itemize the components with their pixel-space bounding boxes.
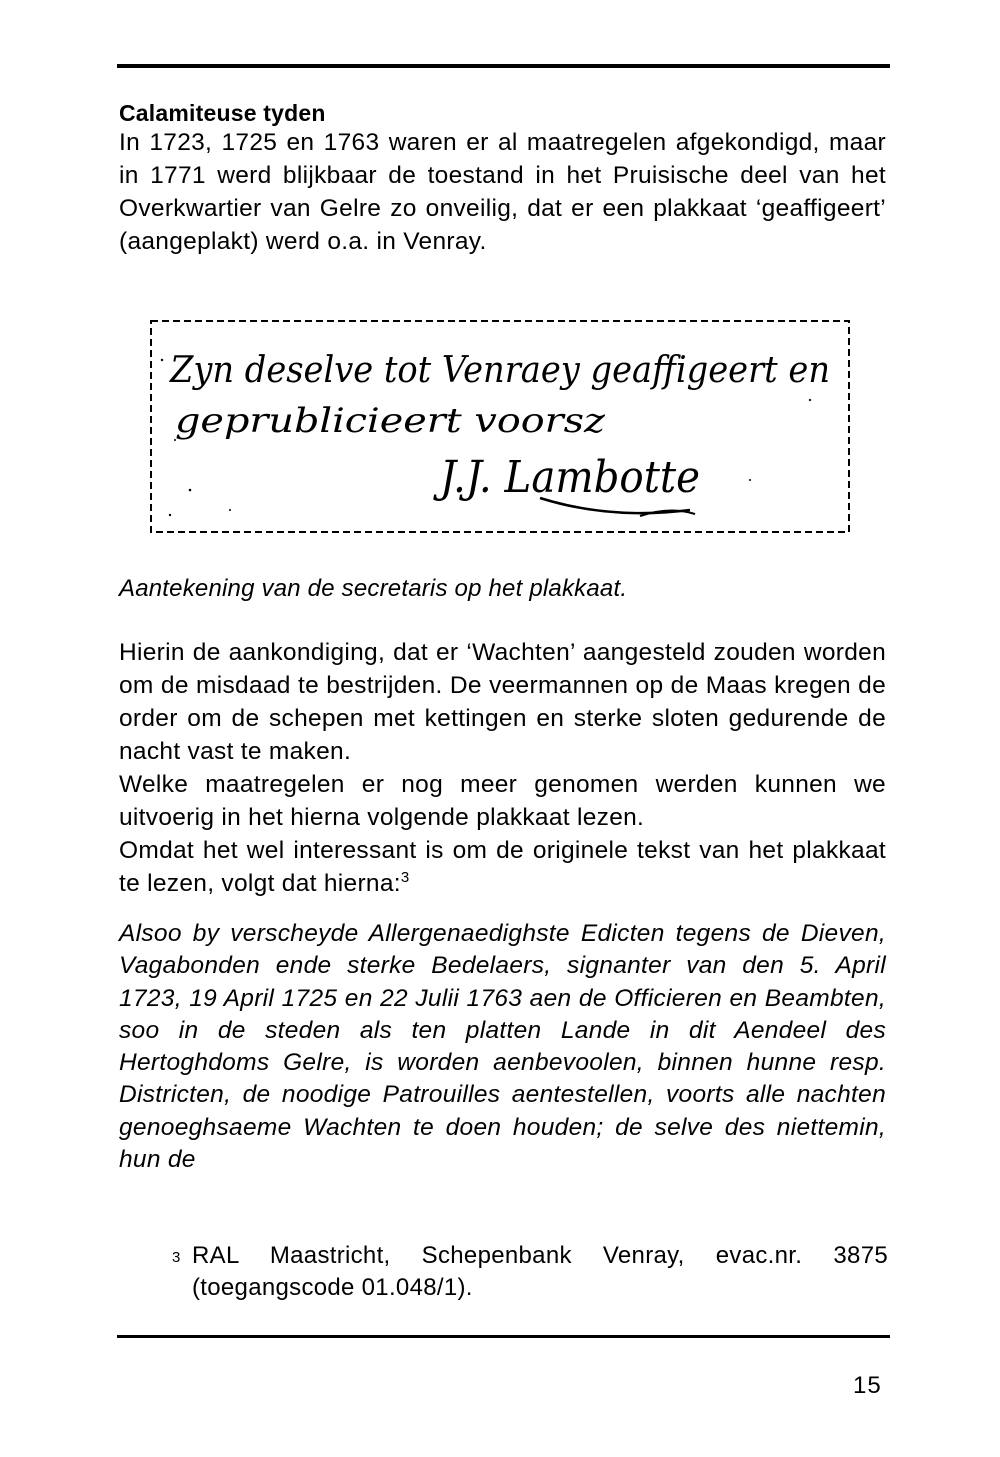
handwritten-annotation-image	[150, 320, 850, 535]
body-paragraph	[119, 636, 886, 900]
top-rule	[117, 64, 890, 68]
signature: J.J. Lambotte	[432, 452, 700, 503]
intro-paragraph: In 1723, 1725 en 1763 waren er al maatregelen afgekondigd, maar in 1771 werd blijkbaar de toestand in het Pruisische deel van het Overkwartier van Gelre zo onveilig, dat er een plakkaat ‘geaffigeert’ (aangeplakt) werd o.a. in Venray.	[119, 129, 886, 255]
body-text-part-a: Hierin de aankondiging, dat er ‘Wachten’ aangesteld zouden worden om de misdaad te bestrijden. De veermannen op de Maas kregen de order om de schepen met kettingen en sterke sloten gedurende de nacht vast te maken.	[119, 639, 886, 765]
body-text-part-b: Welke maatregelen er nog meer genomen werden kunnen we uitvoerig in het hierna volgende plakkaat lezen.	[119, 771, 886, 831]
handwriting-line-1: Zyn deselve tot Venraey geaffigeert en	[169, 350, 830, 391]
footnote-reference: 3	[400, 868, 410, 886]
footnote-mark: 3	[172, 1249, 181, 1266]
image-caption: Aantekening van de secretaris op het plakkaat.	[119, 575, 628, 602]
footnote-text: RAL Maastricht, Schepenbank Venray, evac.nr. 3875 (toegangscode 01.048/1).	[192, 1242, 888, 1301]
bottom-rule	[117, 1335, 890, 1338]
body-text-part-c: Omdat het wel interessant is om de originele tekst van het plakkaat te lezen, volgt dat hierna:	[119, 837, 886, 897]
quoted-placard-text: Alsoo by verscheyde Allergenaedighste Edicten tegens de Dieven, Vagabonden ende sterke Bedelaers, signanter van den 5. April 1723, 19 April 1725 en 22 Julii 1763 aen de Officieren en Beambten, soo in de steden als ten platten Lande in dit Aendeel des Hertoghdoms Gelre, is worden aenbevoolen, binnen hunne resp. Districten, de noodige Patrouilles aentestellen, voorts alle nachten genoeghsaeme Wachten te doen houden; de selve des niettemin, hun de	[119, 920, 886, 1174]
handwriting-line-2: geprublicieert voorsz	[175, 401, 607, 441]
section-title: Calamiteuse tyden	[119, 100, 326, 126]
page-number: 15	[853, 1372, 882, 1399]
